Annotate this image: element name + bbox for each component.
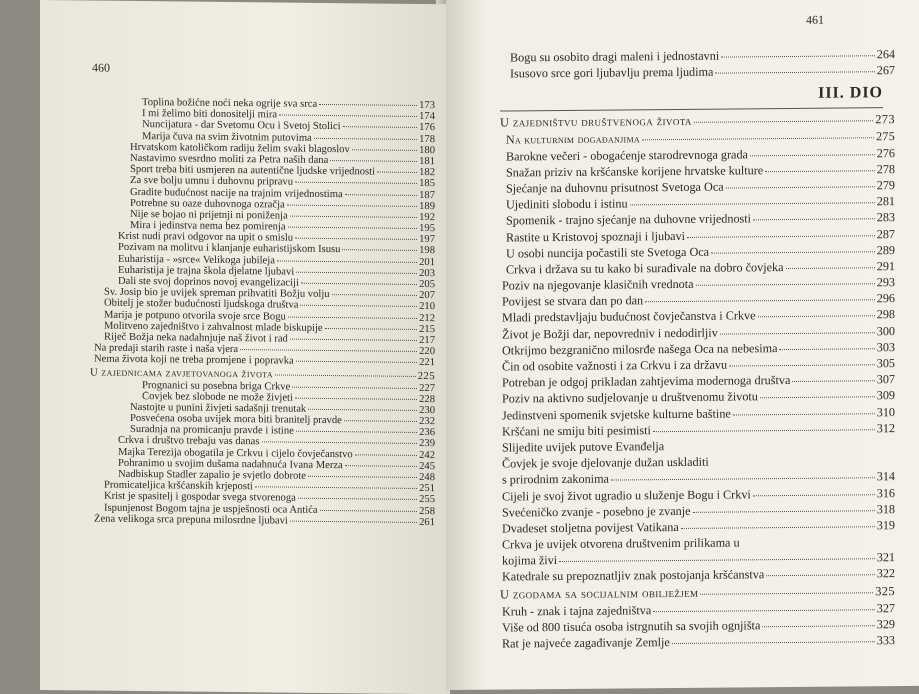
toc-entry-page: 173 — [419, 99, 435, 112]
toc-leader-dots — [630, 202, 875, 205]
toc-entry-page: 203 — [419, 267, 435, 279]
toc-entry-title: Otkrijmo bezgranično milosrđe našega Oca na nebesima — [502, 340, 778, 358]
toc-entry-page: 182 — [419, 167, 435, 179]
toc-leader-dots — [298, 498, 417, 500]
toc-entry-page: 207 — [419, 290, 435, 302]
toc-entry-page: 310 — [876, 404, 895, 419]
toc-entry-page: 281 — [876, 194, 895, 209]
toc-entry-page: 321 — [876, 550, 895, 565]
toc-entry-page: 303 — [876, 339, 895, 355]
toc-entry-title: U zajednicama zavjetovanoga života — [90, 366, 274, 380]
toc-entry-page: 181 — [419, 155, 435, 168]
toc-entry-title: Mira i jedinstva nema bez pomirenja — [130, 220, 286, 233]
toc-entry-title: Potreban je odgoj prikladan zahtjevima modernoga društva — [502, 373, 791, 390]
toc-entry-page: 210 — [419, 301, 435, 313]
toc-entry-title: Crkva i država su tu kako bi surađivale na dobro čovjeka — [506, 259, 784, 277]
toc-leader-dots — [295, 238, 417, 240]
right-page — [446, 0, 919, 690]
toc-entry-page: 220 — [419, 346, 435, 358]
toc-leader-dots — [290, 339, 417, 341]
toc-leader-dots — [332, 294, 417, 296]
part-title: III. DIO — [500, 85, 883, 112]
toc-leader-dots — [559, 559, 875, 563]
toc-leader-dots — [287, 204, 417, 206]
toc-entry-title: Poziv na aktivno sudjelovanje u društvenomu životu — [502, 389, 758, 406]
left-page-number: 460 — [92, 60, 110, 75]
toc-entry-title: Hrvatskom katoličkom radiju želim svaki blagoslov — [130, 141, 350, 155]
toc-entry-page: 232 — [419, 416, 435, 428]
toc-leader-dots — [762, 625, 874, 627]
toc-leader-dots — [693, 510, 875, 513]
toc-entry-title: Rat je najveće zagađivanje Zemlje — [502, 635, 670, 651]
toc-leader-dots — [300, 305, 417, 307]
toc-entry-title: Gradite budućnost nacije na trajnim vrijednostima — [130, 186, 343, 200]
toc-leader-dots — [642, 138, 874, 141]
toc-entry-page: 327 — [876, 600, 895, 615]
toc-entry-page: 251 — [419, 483, 435, 495]
toc-entry-page: 312 — [876, 420, 895, 435]
toc-entry-page: 329 — [876, 616, 895, 632]
toc-entry-title: Na predaji starih raste i naša vjera — [94, 342, 239, 356]
toc-entry-title: Crkva je uvijek otvorena društvenim prilikama u — [502, 535, 740, 552]
toc-leader-dots — [653, 609, 874, 612]
toc-leader-dots — [290, 520, 417, 522]
toc-entry-page: 276 — [876, 145, 895, 160]
toc-leader-dots — [301, 283, 417, 285]
toc-entry-title: Čovjek bez slobode ne može živjeti — [142, 390, 293, 404]
toc-leader-dots — [726, 186, 875, 188]
toc-entry-title: Sv. Josip bio je uvijek spreman prihvatiti Božju volju — [104, 286, 330, 301]
toc-entry-title: U osobi nuncija počastili ste Svetoga Oca — [506, 244, 710, 261]
toc-entry-title: Posvećena osoba uvijek mora biti branitelj pravde — [130, 413, 342, 427]
toc-entry-title: Nije se bojao ni prijetnji ni poniženja — [130, 208, 288, 222]
toc-entry-title: Riječ Božja neka nadahnjuje naš život i rad — [104, 331, 288, 345]
toc-entry-title: Slijedite uvijek putove Evanđelja — [502, 439, 665, 455]
toc-entry-title: Život je Božji dar, nepovredniv i nedodirljiv — [502, 325, 718, 342]
toc-entry-page: 185 — [419, 178, 435, 190]
toc-leader-dots — [753, 494, 875, 496]
toc-leader-dots — [296, 431, 417, 433]
toc-leader-dots — [345, 465, 417, 467]
toc-entry-title: Bogu su osobito dragi maleni i jednostavni — [510, 48, 720, 65]
toc-entry-title: Marija je potpuno otvorila svoje srce Bogu — [104, 309, 286, 323]
toc-entry-title: Toplina božićne noći neka ogrije sva srca — [142, 97, 318, 110]
toc-entry-page: 201 — [419, 256, 435, 268]
toc-entry-page: 316 — [876, 485, 895, 500]
toc-entry-page: 283 — [876, 210, 895, 225]
toc-entry-page: 239 — [419, 438, 435, 450]
toc-entry-page: 189 — [419, 200, 435, 212]
toc-entry-page: 322 — [876, 566, 895, 581]
toc-entry — [90, 513, 435, 528]
toc-leader-dots — [653, 429, 875, 432]
toc-entry-page: 319 — [876, 517, 895, 533]
toc-leader-dots — [715, 71, 874, 73]
toc-entry-title: Čin od osobite važnosti i za Crkvu i za državu — [502, 357, 728, 374]
toc-entry-title: Poziv na njegovanje klasičnih vrednota — [502, 276, 694, 293]
toc-entry — [500, 632, 895, 652]
toc-leader-dots — [687, 235, 875, 238]
toc-entry-page: 197 — [419, 234, 435, 246]
toc-entry-page: 236 — [419, 427, 435, 439]
toc-leader-dots — [645, 300, 875, 303]
toc-leader-dots — [352, 149, 417, 151]
toc-leader-dots — [295, 182, 417, 184]
toc-entry-page: 187 — [419, 189, 435, 201]
toc-leader-dots — [288, 316, 417, 318]
toc-entry-page: 215 — [419, 323, 435, 335]
toc-entry-title: Ispunjenost Bogom tajna je uspješnosti oca Antića — [104, 502, 318, 516]
toc-entry-title: U zajedništvu društvenoga života — [500, 114, 692, 130]
toc-leader-dots — [296, 271, 417, 273]
toc-leader-dots — [355, 454, 417, 456]
toc-entry-page: 230 — [419, 404, 435, 417]
toc-leader-dots — [275, 374, 416, 376]
toc-entry-page: 261 — [419, 516, 435, 528]
right-toc — [500, 46, 895, 652]
toc-leader-dots — [255, 486, 417, 489]
toc-entry-title: Nastavimo svesrdno moliti za Petra naših dana — [130, 152, 329, 166]
toc-entry-title: Majka Terezija obogatila je Crkvu i cijelo čovječanstvo — [118, 446, 353, 460]
toc-leader-dots — [729, 364, 875, 366]
toc-entry-page: 242 — [419, 449, 435, 461]
toc-leader-dots — [295, 397, 417, 399]
toc-entry-title: Marija čuva na svim životnim putovima — [142, 130, 312, 144]
toc-entry-title: Pohranimo u svojim dušama nadahnuća Ivana Merza — [118, 457, 343, 471]
left-toc — [90, 97, 435, 529]
toc-entry-page: 287 — [876, 226, 895, 241]
toc-entry-page: 333 — [876, 633, 895, 648]
toc-leader-dots — [720, 332, 875, 334]
toc-entry-title: I mi želimo biti donositelji mira — [142, 108, 278, 121]
toc-entry-title: Potrebne su oaze duhovnoga ozračja — [130, 197, 285, 211]
toc-leader-dots — [779, 348, 874, 350]
toc-leader-dots — [700, 592, 873, 595]
toc-entry-title: Na kulturnim događanjima — [506, 131, 641, 147]
toc-entry-title: Euharistija je trajna škola djelatne ljubavi — [118, 264, 295, 278]
toc-leader-dots — [611, 478, 875, 481]
toc-entry-page: 205 — [419, 278, 435, 291]
toc-entry-title: Euharistija - »srce« Velikoga jubileja — [118, 253, 275, 267]
toc-entry-title: U zgodama sa socijalnim obilježjem — [500, 585, 699, 602]
toc-entry-title: Promicateljica kršćanskih krjeposti — [104, 479, 253, 493]
toc-leader-dots — [319, 104, 417, 106]
toc-leader-dots — [290, 215, 417, 217]
toc-entry-title: Jedinstveni spomenik svjetske kulturne baštine — [502, 406, 731, 423]
toc-leader-dots — [262, 442, 417, 445]
toc-entry-title: Pozivam na molitvu i klanjanje euharistijskom Isusu — [118, 242, 341, 256]
toc-entry-title: Katedrale su prepoznatljiv znak postojanja kršćanstva — [502, 567, 765, 584]
toc-leader-dots — [786, 267, 875, 269]
toc-entry-title: Žena velikoga srca prepuna milosrdne ljubavi — [94, 513, 288, 527]
toc-leader-dots — [342, 250, 417, 252]
toc-entry-page: 278 — [876, 161, 895, 176]
toc-entry-page: 228 — [419, 393, 435, 405]
toc-entry-title: s prirodnim zakonima — [502, 471, 609, 487]
toc-entry-title: Mladi predstavljaju budućnost čovječanstva i Crkve — [502, 308, 756, 325]
toc-entry-title: Spomenik - trajno sjećanje na duhovne vrijednosti — [506, 211, 752, 228]
toc-entry-page: 309 — [876, 388, 895, 403]
toc-entry-page: 198 — [419, 245, 435, 257]
toc-entry-page: 225 — [417, 369, 435, 382]
toc-leader-dots — [308, 409, 417, 411]
toc-entry-title: Povijest se stvara dan po dan — [502, 293, 644, 309]
toc-entry-page: 227 — [419, 382, 435, 394]
toc-leader-dots — [345, 194, 417, 196]
toc-leader-dots — [792, 380, 874, 382]
toc-entry-title: Isusovo srce gori ljubavlju prema ljudima — [510, 64, 714, 81]
toc-entry-page: 248 — [419, 471, 435, 484]
toc-entry-page: 307 — [876, 372, 895, 387]
toc-entry-title: Sjećanje na duhovnu prisutnost Svetoga Oca — [506, 179, 724, 196]
toc-leader-dots — [766, 575, 874, 577]
toc-entry-title: Nastojte u punini živjeti sadašnji trenutak — [130, 401, 307, 415]
toc-leader-dots — [758, 316, 875, 318]
toc-entry-title: Obitelj je stožer budućnosti ljudskoga društva — [104, 298, 299, 312]
toc-leader-dots — [711, 251, 875, 253]
toc-leader-dots — [320, 509, 417, 511]
toc-entry-title: Nuncijatura - dar Svetomu Ocu i Svetoj Stolici — [142, 119, 341, 133]
toc-entry-title: Cijeli je svoj život ugradio u služenje Bogu i Crkvi — [502, 486, 751, 504]
toc-entry-page: 314 — [876, 469, 895, 484]
toc-leader-dots — [696, 283, 875, 286]
toc-entry-title: Molitveno zajedništvo i zahvalnost mlade biskupije — [104, 320, 323, 334]
toc-entry-title: kojima živi — [502, 553, 558, 568]
toc-entry-title: Crkva i društvo trebaju vas danas — [118, 435, 260, 448]
toc-entry-title: Svećeničko zvanje - posebno je zvanje — [502, 503, 691, 520]
toc-entry-page: 296 — [876, 291, 895, 306]
toc-entry-page: 275 — [876, 129, 895, 144]
toc-entry-title: Barokne večeri - obogaćenje starodrevnoga grada — [506, 146, 748, 164]
toc-leader-dots — [288, 227, 417, 229]
toc-entry-page: 264 — [876, 47, 895, 62]
toc-entry-title: Dali ste svoj doprinos novoj evangelizaciji — [118, 275, 299, 289]
toc-leader-dots — [292, 386, 417, 388]
toc-entry-page: 212 — [419, 312, 435, 324]
left-page — [40, 0, 450, 694]
toc-entry-page: 178 — [419, 133, 435, 145]
toc-leader-dots — [760, 397, 875, 399]
toc-leader-dots — [753, 219, 875, 221]
toc-leader-dots — [277, 260, 417, 262]
toc-entry-page: 305 — [876, 356, 895, 371]
toc-entry-page: 176 — [419, 122, 435, 134]
toc-entry-title: Krist je spasitelj i gospodar svega stvorenoga — [104, 491, 296, 505]
toc-entry-page: 217 — [419, 334, 435, 347]
toc-entry-page: 174 — [419, 111, 435, 123]
toc-leader-dots — [681, 526, 875, 529]
toc-entry-page: 273 — [875, 112, 895, 127]
toc-entry-page: 325 — [875, 583, 895, 598]
toc-leader-dots — [308, 476, 417, 478]
right-page-number: 461 — [806, 12, 824, 27]
toc-entry-page: 293 — [876, 275, 895, 290]
toc-leader-dots — [765, 170, 875, 172]
toc-entry-title: Kršćani ne smiju biti pesimisti — [502, 422, 651, 439]
toc-entry-title: Više od 800 tisuća osoba istrgnutih sa svojih ognjišta — [502, 618, 761, 635]
toc-entry-page: 195 — [419, 223, 435, 235]
toc-entry-title: Dvadeset stoljetna povijest Vatikana — [502, 519, 679, 536]
toc-leader-dots — [750, 154, 875, 156]
toc-entry-page: 267 — [876, 63, 895, 78]
toc-leader-dots — [330, 160, 417, 162]
toc-entry-page: 291 — [876, 258, 895, 274]
toc-entry-title: Krist nudi pravi odgovor na upit o smislu — [118, 231, 294, 244]
toc-entry-page: 245 — [419, 460, 435, 472]
toc-leader-dots — [377, 172, 417, 173]
toc-entry-page: 318 — [876, 501, 895, 516]
toc-leader-dots — [343, 127, 417, 129]
toc-leader-dots — [240, 349, 417, 352]
toc-entry-title: Nema života koji ne treba promjene i popravka — [94, 353, 294, 367]
toc-entry-title: Šport treba biti usmjeren na autentične ljudske vrijednosti — [130, 164, 376, 178]
toc-entry-title: Kruh - znak i tajna zajedništva — [502, 602, 652, 619]
toc-entry-title: Čovjek je svoje djelovanje dužan uskladiti — [502, 454, 709, 471]
toc-entry-page: 192 — [419, 211, 435, 224]
toc-entry-page: 255 — [419, 494, 435, 506]
toc-leader-dots — [279, 115, 417, 117]
toc-leader-dots — [672, 641, 875, 644]
toc-entry-page: 221 — [419, 357, 435, 369]
toc-entry-title: Rastite u Kristovoj spoznaji i ljubavi — [506, 228, 686, 244]
toc-entry-page: 258 — [419, 505, 435, 517]
toc-entry-title: Prognanici su posebna briga Crkve — [142, 379, 291, 393]
toc-entry-title: Ujediniti slobodu i istinu — [506, 196, 628, 212]
toc-entry-page: 298 — [876, 307, 895, 322]
toc-leader-dots — [721, 55, 875, 57]
toc-entry-title: Snažan priziv na kršćanske korijene hrvatske kulture — [506, 162, 764, 180]
toc-leader-dots — [296, 361, 417, 363]
toc-leader-dots — [314, 137, 417, 139]
toc-entry-title: Suradnja na promicanju pravde i istine — [130, 424, 294, 437]
toc-leader-dots — [344, 420, 417, 422]
toc-entry-title: Za sve bolju umnu i duhovnu pripravu — [130, 175, 294, 188]
toc-leader-dots — [694, 121, 873, 124]
toc-entry-page: 300 — [876, 323, 895, 338]
toc-entry-page: 289 — [876, 242, 895, 257]
toc-entry-page: 279 — [876, 178, 895, 193]
toc-entry — [500, 62, 895, 82]
toc-entry-page: 180 — [419, 144, 435, 156]
toc-leader-dots — [325, 328, 417, 330]
toc-entry-title: Nadbiskup Stadler zapalio je svjetlo dobrote — [118, 468, 306, 482]
toc-leader-dots — [733, 413, 875, 415]
